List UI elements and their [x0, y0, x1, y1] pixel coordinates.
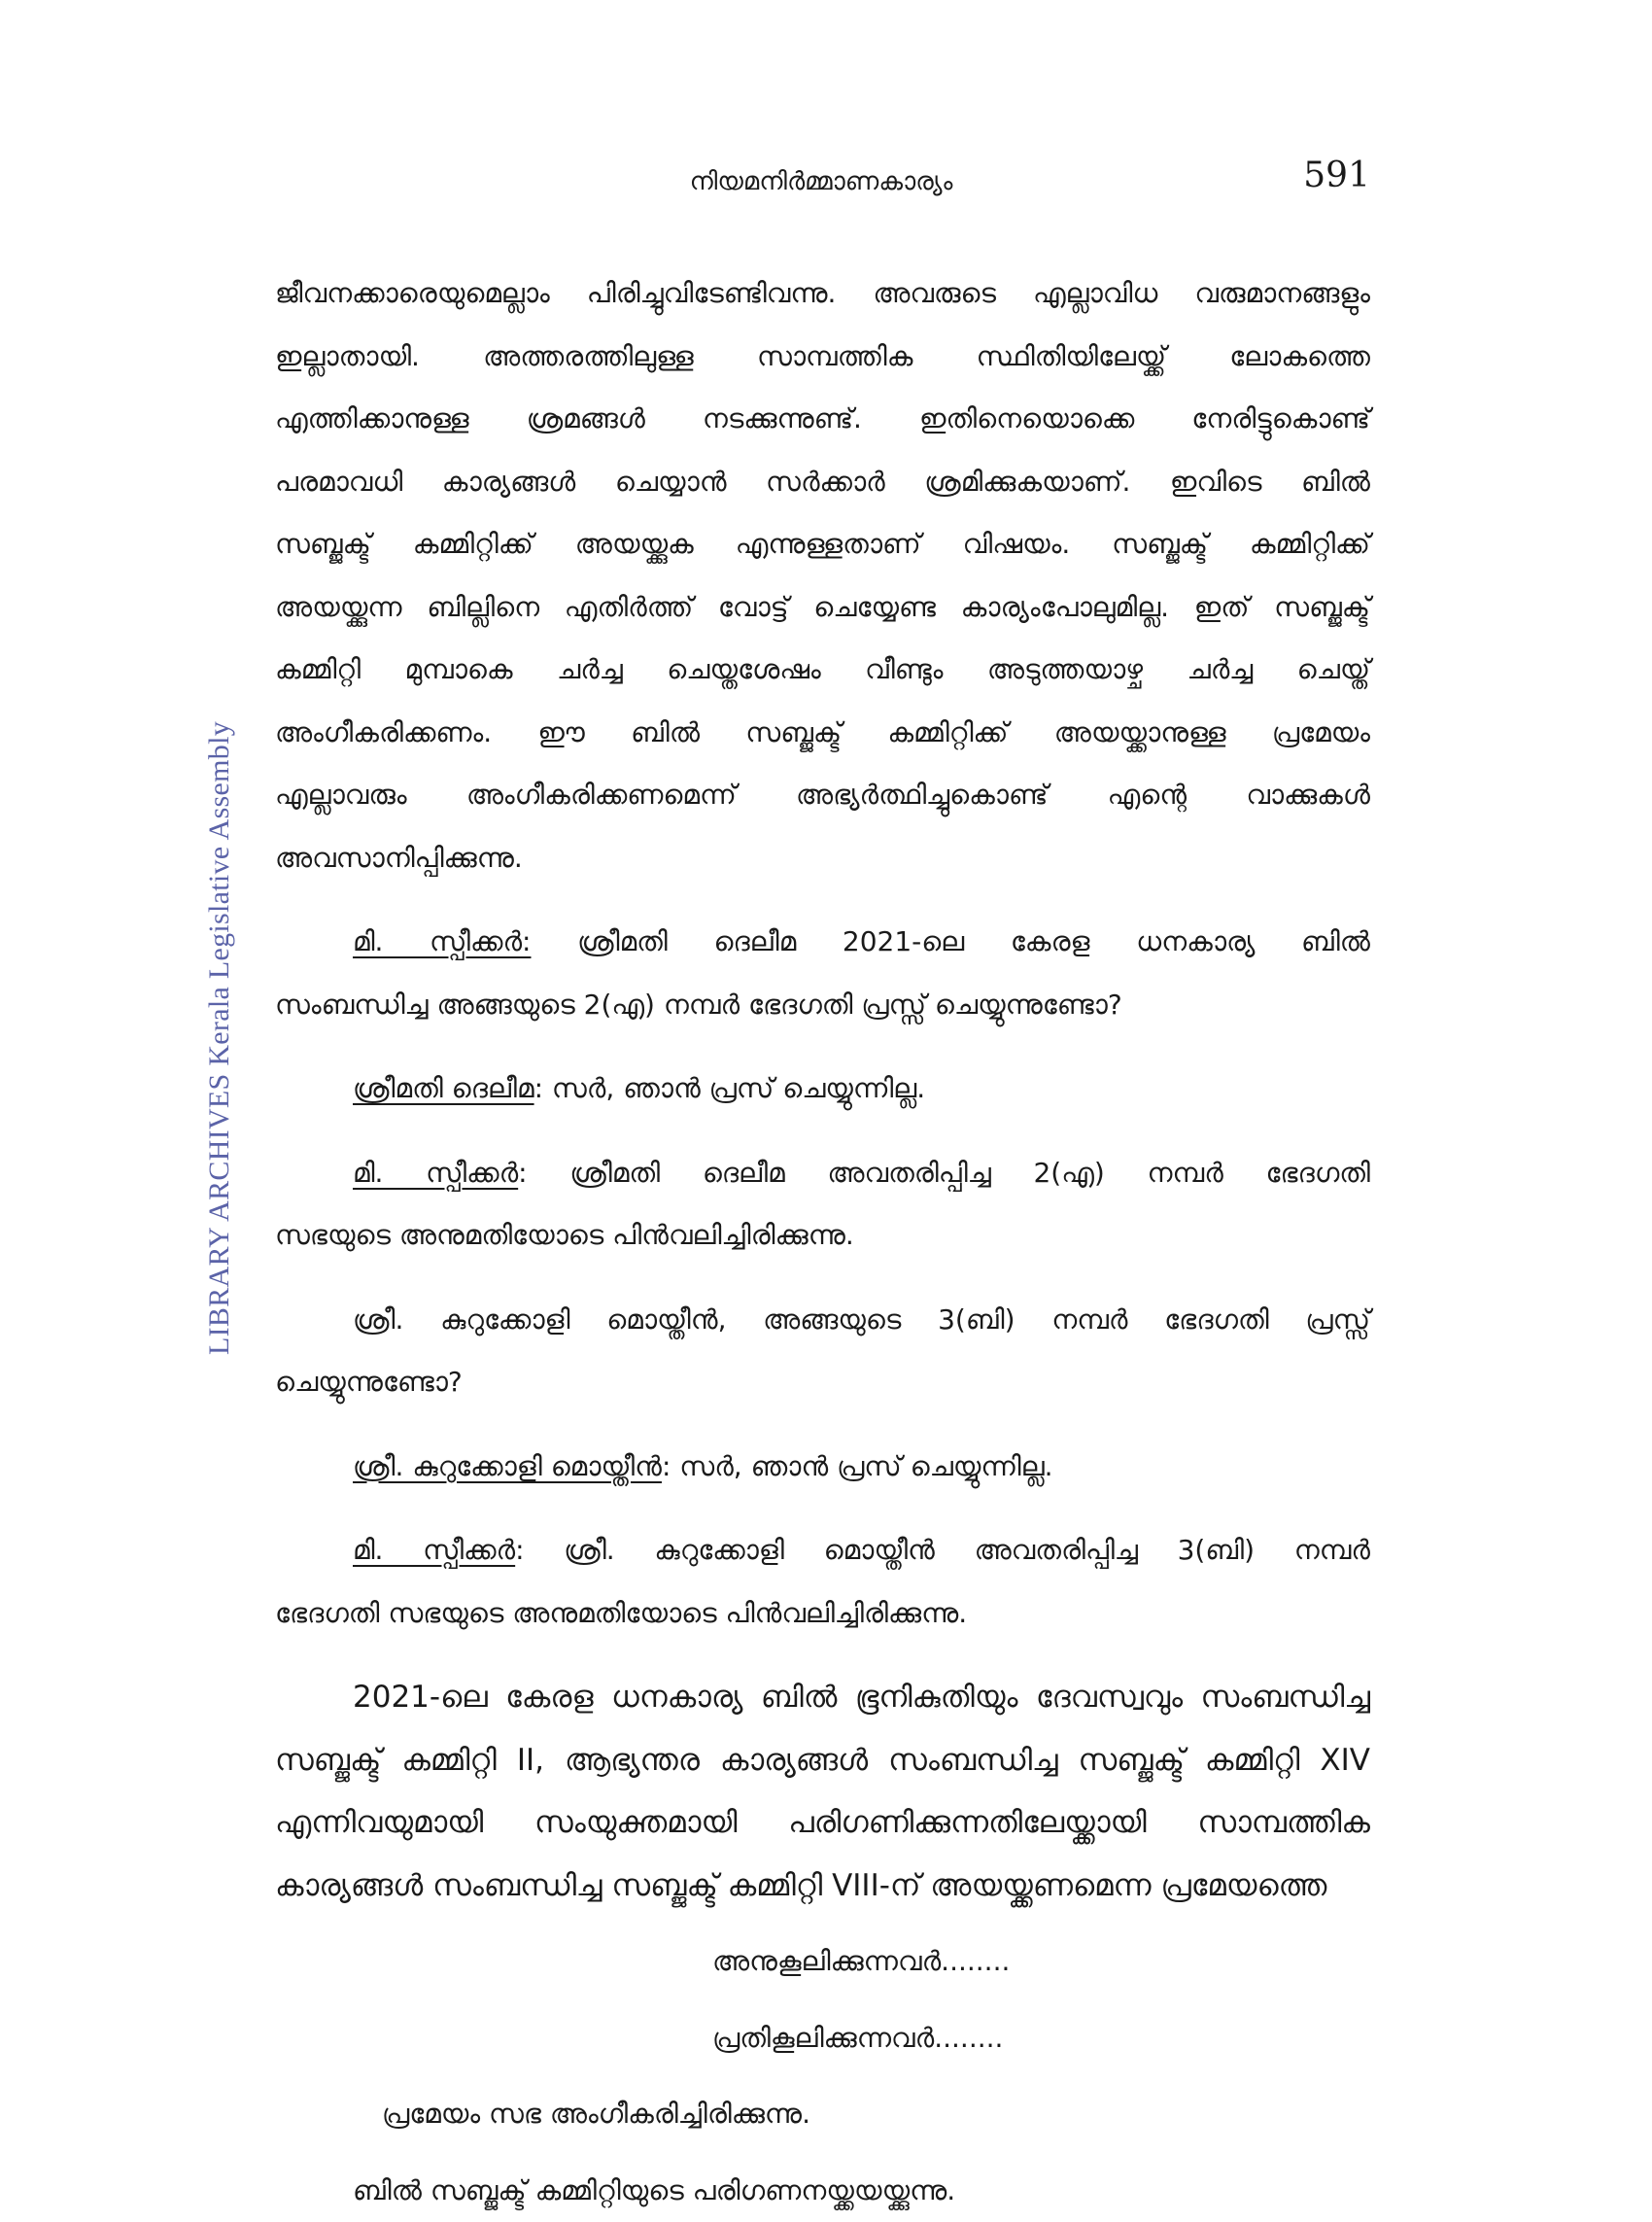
text-line: എല്ലാവരും അംഗീകരിക്കണമെന്ന് അഭ്യർത്ഥിച്ചുകൊണ്ട് എന്റെ വാക്കുകൾ — [275, 764, 1370, 827]
paragraph-speaker-query-amendment-2a — [275, 911, 1370, 1036]
archive-watermark: LIBRARY ARCHIVES Kerala Legislative Assembly — [203, 721, 236, 1355]
speaker-name: ശ്രീ. കുറുക്കോളി മൊയ്തീൻ — [353, 1450, 662, 1482]
paragraph-speaker-query-amendment-3b — [275, 1289, 1370, 1414]
speaker-name: മി. സ്പീക്കർ — [353, 1157, 518, 1189]
text-line: സബ്ജക്ട് കമ്മിറ്റിക്ക് അയയ്ക്കുക എന്നുള്ളതാണ് വിഷയം. സബ്ജക്ട് കമ്മിറ്റിക്ക് — [275, 513, 1370, 576]
text-line: പരമാവധി കാര്യങ്ങൾ ചെയ്യാൻ സർക്കാർ ശ്രമിക്കുകയാണ്. ഇവിടെ ബിൽ — [275, 451, 1370, 514]
text-line: അവസാനിപ്പിക്കുന്നു. — [275, 827, 1370, 890]
speaker-name: മി. സ്പീക്കർ: — [353, 925, 531, 957]
text-line: എത്തിക്കാനുള്ള ശ്രമങ്ങൾ നടക്കുന്നുണ്ട്. ഇതിനെയൊക്കെ നേരിട്ടുകൊണ്ട് — [275, 388, 1370, 451]
paragraph-member-reply-1 — [275, 1058, 1370, 1121]
text-line: സംബന്ധിച്ച അങ്ങയുടെ 2(എ) നമ്പർ ഭേദഗതി പ്രസ്സ് ചെയ്യുന്നുണ്ടോ? — [275, 974, 1370, 1037]
paragraph-motion — [275, 1666, 1370, 1917]
page-number: 591 — [1303, 156, 1370, 195]
text-line: ഇല്ലാതായി. അത്തരത്തിലുള്ള സാമ്പത്തിക സ്ഥിതിയിലേയ്ക്ക് ലോകത്തെ — [275, 326, 1370, 389]
motion-result: പ്രമേയം സഭ അംഗീകരിച്ചിരിക്കുന്നു. — [275, 2083, 1370, 2146]
text-line: 2021-ലെ കേരള ധനകാര്യ ബിൽ ഭൂനികുതിയും ദേവസ്വവും സംബന്ധിച്ച — [275, 1666, 1370, 1729]
text-line: കാര്യങ്ങൾ സംബന്ധിച്ച സബ്ജക്ട് കമ്മിറ്റി VIII-ന് അയയ്ക്കണമെന്ന പ്രമേയത്തെ — [275, 1855, 1370, 1918]
vote-in-favour: അനുകൂലിക്കുന്നവർ........ — [275, 1930, 1370, 1994]
vote-against: പ്രതികൂലിക്കുന്നവർ........ — [275, 2007, 1370, 2070]
speaker-name: മി. സ്പീക്കർ — [353, 1534, 515, 1566]
paragraph-speaker-withdrawal-2a — [275, 1142, 1370, 1267]
text-line: ഭേദഗതി സഭയുടെ അനുമതിയോടെ പിൻവലിച്ചിരിക്കുന്നു. — [275, 1582, 1370, 1646]
text-line: ശ്രീ. കുറുക്കോളി മൊയ്തീൻ: സർ, ഞാൻ പ്രസ് ചെയ്യുന്നില്ല. — [275, 1436, 1370, 1499]
text-line: മി. സ്പീക്കർ: ശ്രീമതി ദെലീമ അവതരിപ്പിച്ച 2(എ) നമ്പർ ഭേദഗതി — [275, 1142, 1370, 1205]
paragraph-speaker-withdrawal-3b — [275, 1519, 1370, 1645]
text-line: അംഗീകരിക്കണം. ഈ ബിൽ സബ്ജക്ട് കമ്മിറ്റിക്ക് അയയ്ക്കാനുള്ള പ്രമേയം — [275, 702, 1370, 765]
text-line: സബ്ജക്ട് കമ്മിറ്റി II, ആഭ്യന്തര കാര്യങ്ങൾ സംബന്ധിച്ച സബ്ജക്ട് കമ്മിറ്റി XIV — [275, 1729, 1370, 1792]
speaker-name: ശ്രീമതി ദെലീമ — [353, 1072, 534, 1104]
running-title: നിയമനിർമ്മാണകാര്യം — [272, 167, 1370, 197]
text-line: സഭയുടെ അനുമതിയോടെ പിൻവലിച്ചിരിക്കുന്നു. — [275, 1204, 1370, 1267]
text-line: കമ്മിറ്റി മുമ്പാകെ ചർച്ച ചെയ്തശേഷം വീണ്ടും അടുത്തയാഴ്ച ചർച്ച ചെയ്ത് — [275, 639, 1370, 702]
text-line: ശ്രീ. കുറുക്കോളി മൊയ്തീൻ, അങ്ങയുടെ 3(ബി) നമ്പർ ഭേദഗതി പ്രസ്സ് — [275, 1289, 1370, 1352]
text-line: ചെയ്യുന്നുണ്ടോ? — [275, 1351, 1370, 1414]
paragraph-speech-continuation — [275, 262, 1370, 889]
text-line: എന്നിവയുമായി സംയുക്തമായി പരിഗണിക്കുന്നതിലേയ്ക്കായി സാമ്പത്തിക — [275, 1791, 1370, 1855]
text-line: ശ്രീമതി ദെലീമ: സർ, ഞാൻ പ്രസ് ചെയ്യുന്നില്ല. — [275, 1058, 1370, 1121]
closing-statement: ബിൽ സബ്ജക്ട് കമ്മിറ്റിയുടെ പരിഗണനയ്ക്കയയ്ക്കുന്നു. — [275, 2160, 1370, 2222]
paragraph-member-reply-2 — [275, 1436, 1370, 1499]
text-line: മി. സ്പീക്കർ: ശ്രീ. കുറുക്കോളി മൊയ്തീൻ അവതരിപ്പിച്ച 3(ബി) നമ്പർ — [275, 1519, 1370, 1582]
text-line: മി. സ്പീക്കർ: ശ്രീമതി ദെലീമ 2021-ലെ കേരള ധനകാര്യ ബിൽ — [275, 911, 1370, 974]
page-header — [272, 156, 1370, 214]
text-line: ജീവനക്കാരെയുമെല്ലാം പിരിച്ചുവിടേണ്ടിവന്നു. അവരുടെ എല്ലാവിധ വരുമാനങ്ങളും — [275, 262, 1370, 326]
text-line: അയയ്ക്കുന്ന ബില്ലിനെ എതിർത്ത് വോട്ട് ചെയ്യേണ്ട കാര്യംപോലുമില്ല. ഇത് സബ്ജക്ട് — [275, 576, 1370, 640]
document-body — [275, 262, 1370, 2222]
